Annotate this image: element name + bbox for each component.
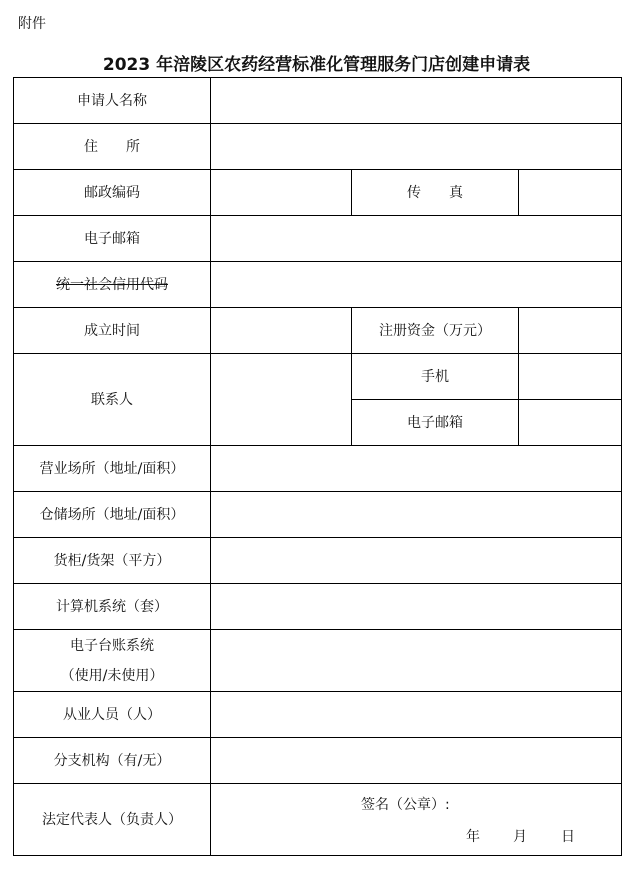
computer-system-label: 计算机系统（套） <box>14 584 211 630</box>
established-label: 成立时间 <box>14 308 211 354</box>
mobile-label: 手机 <box>352 354 519 400</box>
date-year-label: 年 <box>466 829 480 845</box>
credit-code-field[interactable] <box>211 262 622 308</box>
postal-code-label: 邮政编码 <box>14 170 211 216</box>
business-premises-field[interactable] <box>211 446 622 492</box>
fax-label: 传 真 <box>352 170 519 216</box>
shelves-field[interactable] <box>211 538 622 584</box>
email-field[interactable] <box>211 216 622 262</box>
credit-code-cell <box>14 262 211 308</box>
signature-field[interactable] <box>211 784 622 856</box>
employees-label: 从业人员（人） <box>14 692 211 738</box>
form-title: 2023 年涪陵区农药经营标准化管理服务门店创建申请表 <box>102 55 531 75</box>
fax-field[interactable] <box>519 170 622 216</box>
established-field[interactable] <box>211 308 352 354</box>
computer-system-field[interactable] <box>211 584 622 630</box>
applicant-name-label: 申请人名称 <box>14 78 211 124</box>
contact-person-label: 联系人 <box>14 354 211 446</box>
mobile-field[interactable] <box>519 354 622 400</box>
email-label: 电子邮箱 <box>14 216 211 262</box>
employees-field[interactable] <box>211 692 622 738</box>
application-form-table <box>13 77 622 856</box>
attachment-label: 附件 <box>18 16 46 32</box>
storage-premises-field[interactable] <box>211 492 622 538</box>
credit-code-label: 统一社会信用代码 <box>56 276 168 293</box>
shelves-label: 货柜/货架（平方） <box>14 538 211 584</box>
contact-email-label: 电子邮箱 <box>352 400 519 446</box>
ledger-system-sublabel: （使用/未使用） <box>60 667 164 684</box>
applicant-name-field[interactable] <box>211 78 622 124</box>
ledger-system-field[interactable] <box>211 630 622 692</box>
postal-code-field[interactable] <box>211 170 352 216</box>
contact-email-field[interactable] <box>519 400 622 446</box>
address-label: 住 所 <box>14 124 211 170</box>
date-day-label: 日 <box>561 829 575 845</box>
ledger-system-label: 电子台账系统 <box>70 637 154 654</box>
business-premises-label: 营业场所（地址/面积） <box>14 446 211 492</box>
signature-label: 签名（公章）: <box>361 797 450 813</box>
date-month-label: 月 <box>513 829 527 845</box>
ledger-system-cell <box>14 630 211 692</box>
branches-field[interactable] <box>211 738 622 784</box>
registered-capital-field[interactable] <box>519 308 622 354</box>
branches-label: 分支机构（有/无） <box>14 738 211 784</box>
storage-premises-label: 仓储场所（地址/面积） <box>14 492 211 538</box>
legal-rep-label: 法定代表人（负责人） <box>14 784 211 856</box>
contact-person-field[interactable] <box>211 354 352 446</box>
registered-capital-label: 注册资金（万元） <box>352 308 519 354</box>
address-field[interactable] <box>211 124 622 170</box>
